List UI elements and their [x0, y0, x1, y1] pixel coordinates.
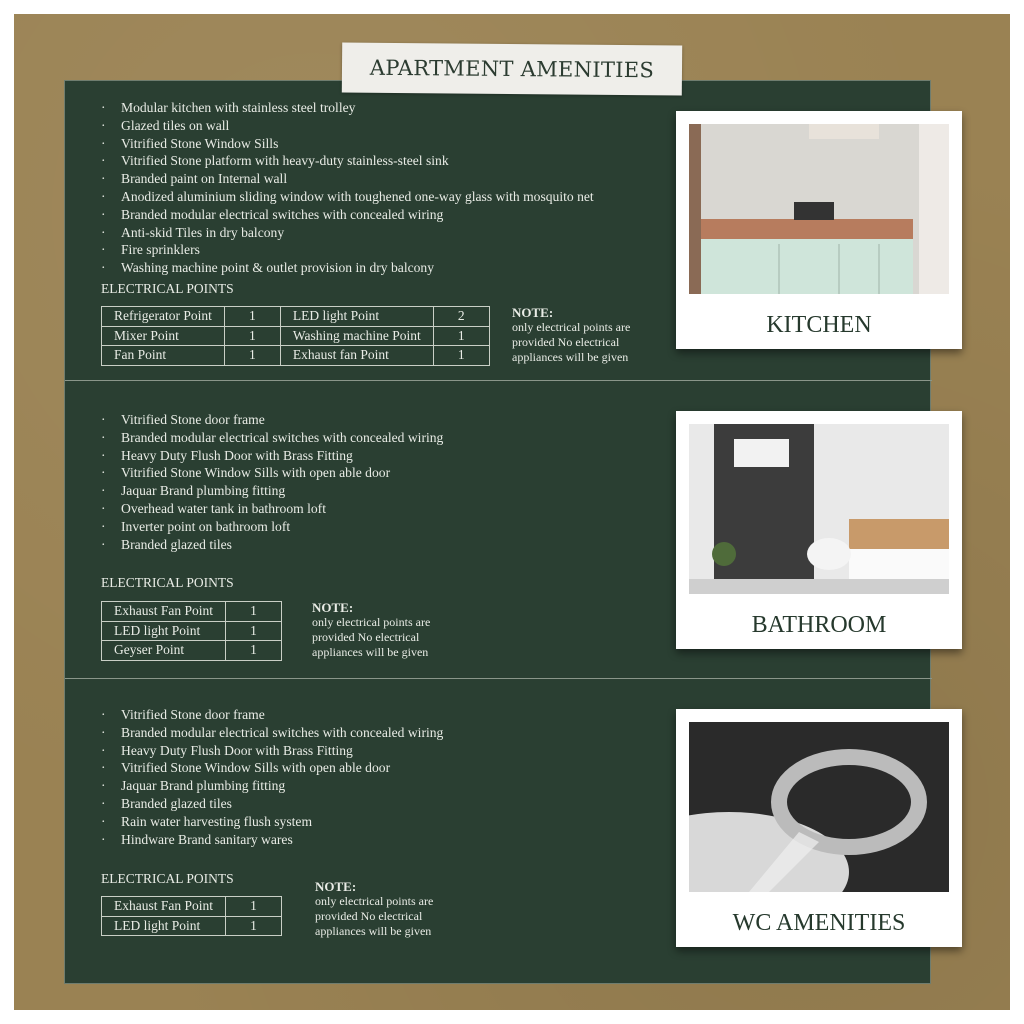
feature-item: · Modular kitchen with stainless steel trolley: [101, 99, 594, 117]
feature-item: · Vitrified Stone door frame: [101, 706, 443, 724]
feature-item: · Fire sprinklers: [101, 241, 594, 259]
feature-item: · Anti-skid Tiles in dry balcony: [101, 224, 594, 242]
feature-item: · Vitrified Stone door frame: [101, 411, 443, 429]
feature-item: · Vitrified Stone Window Sills with open able door: [101, 464, 443, 482]
point-name: Exhaust Fan Point: [102, 897, 226, 917]
kitchen-photo-card: [676, 111, 962, 349]
feature-item: · Jaquar Brand plumbing fitting: [101, 777, 443, 795]
feature-item: · Branded glazed tiles: [101, 536, 443, 554]
point-name: LED light Point: [102, 916, 226, 936]
feature-item: · Branded modular electrical switches with concealed wiring: [101, 429, 443, 447]
bathroom-feature-list: [101, 411, 443, 553]
feature-item: · Rain water harvesting flush system: [101, 813, 443, 831]
point-count: 1: [226, 897, 282, 917]
electrical-row: [102, 641, 282, 661]
feature-item: · Glazed tiles on wall: [101, 117, 594, 135]
point-count: 1: [226, 916, 282, 936]
wc-faucet-photo: [689, 722, 949, 892]
bathroom-electrical-table: [101, 601, 282, 661]
electrical-row: [102, 326, 490, 346]
wc-electrical-table: [101, 896, 282, 936]
feature-item: · Hindware Brand sanitary wares: [101, 831, 443, 849]
feature-item: · Jaquar Brand plumbing fitting: [101, 482, 443, 500]
page-title: APARTMENT AMENITIES: [342, 43, 682, 96]
point-name: Mixer Point: [102, 326, 225, 346]
wc-note: [315, 879, 455, 939]
bathroom-caption: BATHROOM: [751, 612, 887, 638]
note-title: NOTE:: [312, 600, 354, 615]
kitchen-electrical-heading: ELECTRICAL POINTS: [101, 281, 234, 296]
point-count: 1: [433, 326, 489, 346]
feature-item: · Anodized aluminium sliding window with toughened one-way glass with mosquito net: [101, 188, 594, 206]
note-title: NOTE:: [512, 305, 554, 320]
kitchen-feature-list: [101, 99, 594, 277]
feature-item: · Vitrified Stone platform with heavy-duty stainless-steel sink: [101, 152, 594, 170]
feature-item: · Washing machine point & outlet provision in dry balcony: [101, 259, 594, 277]
section-divider: [65, 380, 932, 381]
wc-feature-list: [101, 706, 443, 848]
feature-item: · Branded paint on Internal wall: [101, 170, 594, 188]
point-count: 1: [224, 307, 280, 327]
point-count: 1: [224, 346, 280, 366]
wc-electrical-heading: ELECTRICAL POINTS: [101, 871, 234, 886]
bathroom-photo-card: [676, 411, 962, 649]
electrical-row: [102, 602, 282, 622]
point-count: 1: [226, 602, 282, 622]
feature-item: · Inverter point on bathroom loft: [101, 518, 443, 536]
kitchen-electrical-table: [101, 306, 490, 366]
point-name: Washing machine Point: [280, 326, 433, 346]
electrical-row: [102, 916, 282, 936]
electrical-row: [102, 346, 490, 366]
point-count: 1: [433, 346, 489, 366]
point-name: Exhaust fan Point: [280, 346, 433, 366]
note-text: only electrical points are provided No electrical appliances will be given: [315, 894, 434, 938]
feature-item: · Branded modular electrical switches with concealed wiring: [101, 724, 443, 742]
feature-item: · Vitrified Stone Window Sills: [101, 135, 594, 153]
feature-item: · Heavy Duty Flush Door with Brass Fitting: [101, 742, 443, 760]
note-text: only electrical points are provided No electrical appliances will be given: [512, 320, 631, 364]
electrical-row: [102, 307, 490, 327]
point-count: 2: [433, 307, 489, 327]
kitchen-note: [512, 305, 652, 365]
wc-caption: WC AMENITIES: [732, 910, 906, 936]
amenities-panel: [64, 80, 931, 984]
bathroom-electrical-heading: ELECTRICAL POINTS: [101, 575, 234, 590]
point-count: 1: [226, 621, 282, 641]
note-text: only electrical points are provided No electrical appliances will be given: [312, 615, 431, 659]
wc-photo-card: [676, 709, 962, 947]
feature-item: · Branded modular electrical switches with concealed wiring: [101, 206, 594, 224]
point-count: 1: [226, 641, 282, 661]
point-name: Exhaust Fan Point: [102, 602, 226, 622]
kitchen-photo: [689, 124, 949, 294]
kitchen-caption: KITCHEN: [766, 312, 872, 338]
feature-item: · Vitrified Stone Window Sills with open able door: [101, 759, 443, 777]
section-divider: [65, 678, 932, 679]
feature-item: · Heavy Duty Flush Door with Brass Fitting: [101, 447, 443, 465]
point-name: LED light Point: [280, 307, 433, 327]
point-count: 1: [224, 326, 280, 346]
bathroom-photo: [689, 424, 949, 594]
note-title: NOTE:: [315, 879, 357, 894]
point-name: Refrigerator Point: [102, 307, 225, 327]
electrical-row: [102, 897, 282, 917]
point-name: LED light Point: [102, 621, 226, 641]
feature-item: · Overhead water tank in bathroom loft: [101, 500, 443, 518]
point-name: Fan Point: [102, 346, 225, 366]
bathroom-note: [312, 600, 452, 660]
point-name: Geyser Point: [102, 641, 226, 661]
electrical-row: [102, 621, 282, 641]
feature-item: · Branded glazed tiles: [101, 795, 443, 813]
